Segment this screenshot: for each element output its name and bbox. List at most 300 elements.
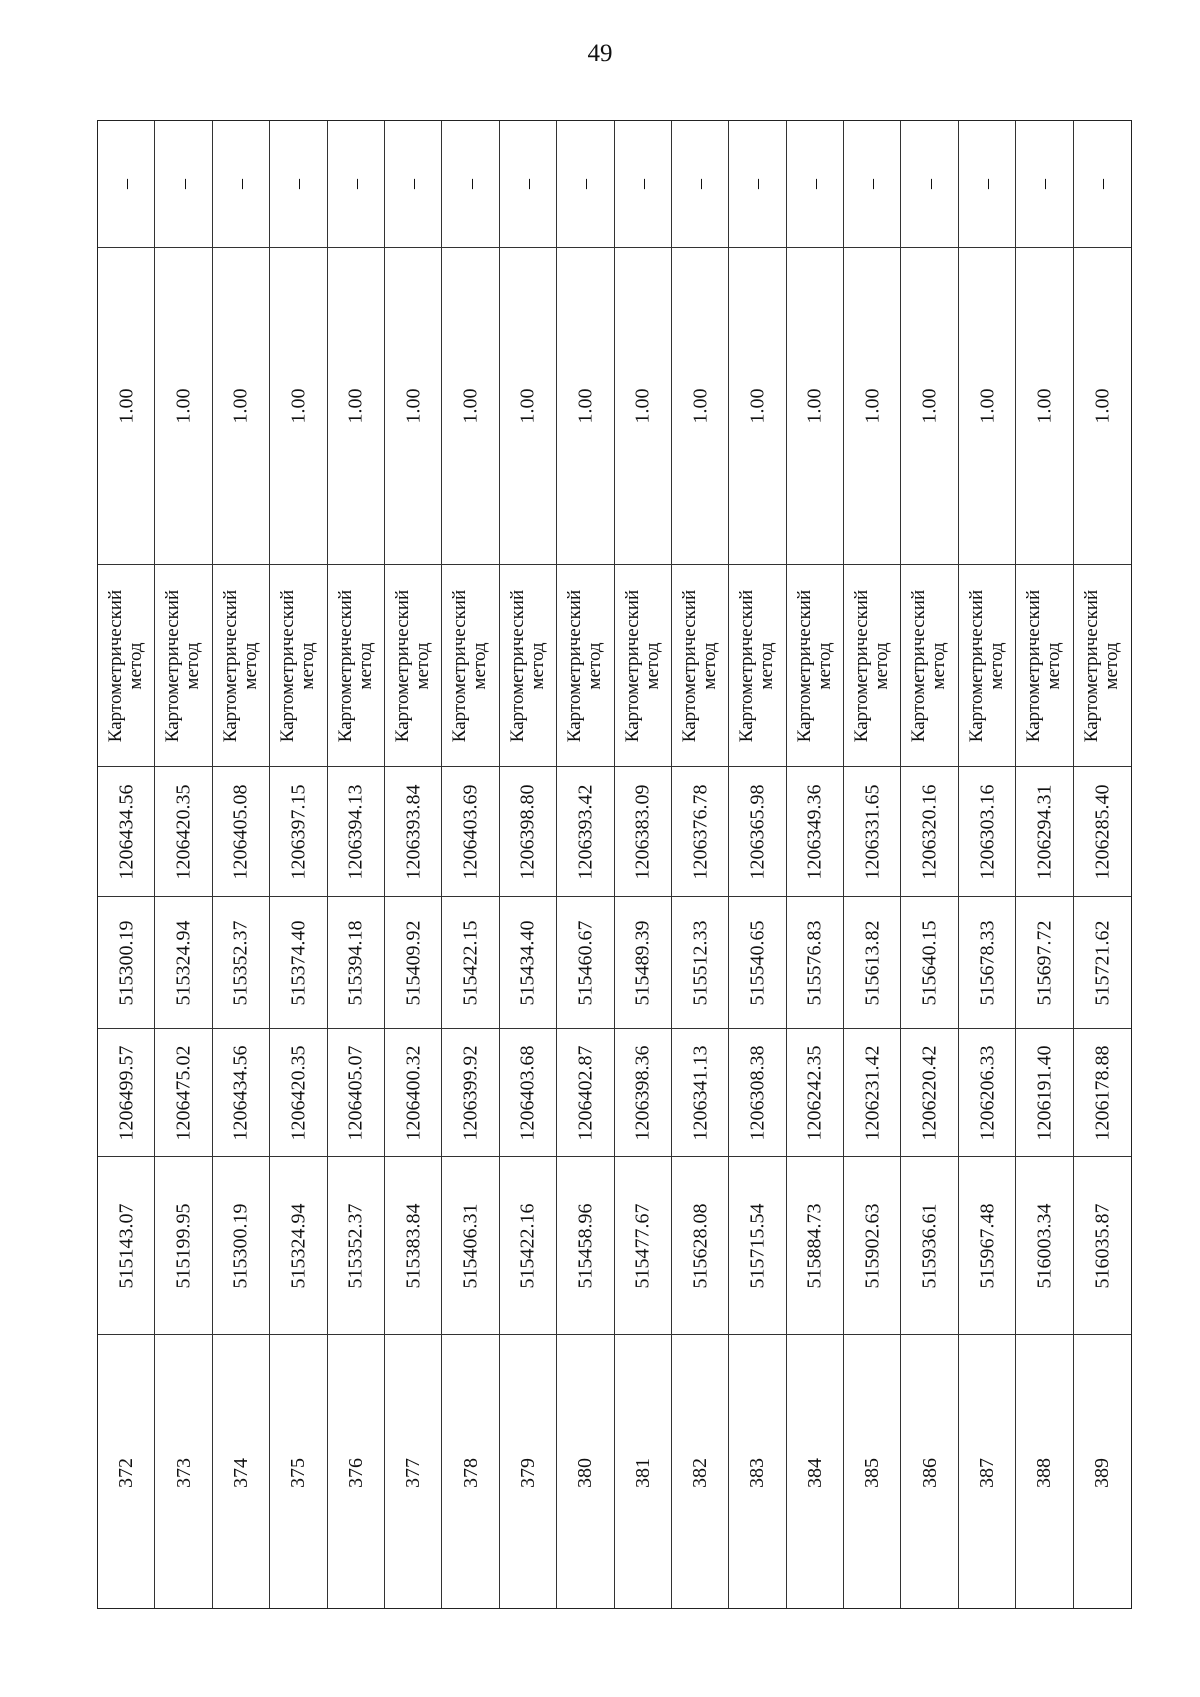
point-number-text: 385 [861,1457,884,1488]
point-number-cell [155,1334,211,1610]
note-cell [500,121,556,247]
y-coordinate-1-text: 1206242.35 [803,1045,826,1140]
x-coordinate-2-text: 515512.33 [689,920,712,1005]
point-number-cell [959,1334,1015,1610]
y-coordinate-1-cell [98,1028,154,1156]
note-cell [557,121,613,247]
accuracy-cell [98,247,154,564]
y-coordinate-1-cell [901,1028,957,1156]
x-coordinate-1-cell [729,1156,785,1334]
y-coordinate-2-cell [844,766,900,896]
note-text: – [918,179,941,189]
note-text: – [861,179,884,189]
point-number-text: 378 [459,1457,482,1488]
note-text: – [402,179,425,189]
y-coordinate-2-cell [672,766,728,896]
x-coordinate-2-cell [787,896,843,1028]
x-coordinate-2-cell [500,896,556,1028]
y-coordinate-2-cell [270,766,326,896]
x-coordinate-2-text: 515300.19 [115,920,138,1005]
method-line-1: Картометрический [621,589,643,742]
x-coordinate-1-text: 515628.08 [689,1203,712,1288]
method-text [393,589,433,741]
method-line-1: Картометрический [736,589,758,742]
x-coordinate-2-cell [385,896,441,1028]
y-coordinate-2-text: 1206393.42 [574,784,597,879]
method-cell [901,564,957,766]
method-cell [557,564,613,766]
accuracy-text: 1.00 [861,388,884,424]
x-coordinate-1-cell [959,1156,1015,1334]
method-line-2: метод [182,641,204,690]
method-cell [442,564,498,766]
y-coordinate-1-cell [557,1028,613,1156]
x-coordinate-1-cell [557,1156,613,1334]
method-line-2: метод [412,641,434,690]
accuracy-text: 1.00 [803,388,826,424]
x-coordinate-2-cell [901,896,957,1028]
method-line-2: метод [928,641,950,690]
note-cell [442,121,498,247]
x-coordinate-2-cell [729,896,785,1028]
accuracy-text: 1.00 [631,388,654,424]
y-coordinate-1-text: 1206402.87 [574,1045,597,1140]
y-coordinate-1-cell [385,1028,441,1156]
y-coordinate-2-text: 1206349.36 [803,784,826,879]
method-line-2: метод [239,641,261,690]
x-coordinate-1-text: 515352.37 [344,1203,367,1288]
y-coordinate-2-text: 1206376.78 [689,784,712,879]
method-text [508,589,548,741]
x-coordinate-2-text: 515640.15 [918,920,941,1005]
accuracy-cell [270,247,326,564]
method-line-2: метод [469,641,491,690]
method-text [680,589,720,741]
y-coordinate-2-cell [901,766,957,896]
accuracy-text: 1.00 [516,388,539,424]
y-coordinate-1-text: 1206405.07 [344,1045,367,1140]
y-coordinate-1-cell [328,1028,384,1156]
point-number-cell [328,1334,384,1610]
point-number-cell [270,1334,326,1610]
note-cell [844,121,900,247]
point-number-cell [615,1334,671,1610]
y-coordinate-1-cell [442,1028,498,1156]
x-coordinate-2-text: 515409.92 [402,920,425,1005]
x-coordinate-1-text: 515884.73 [803,1203,826,1288]
method-line-2: метод [297,641,319,690]
table-row [1016,121,1073,1608]
accuracy-text: 1.00 [229,388,252,424]
point-number-text: 387 [976,1457,999,1488]
method-text [967,589,1007,741]
method-text [565,589,605,741]
y-coordinate-1-cell [959,1028,1015,1156]
method-text [221,589,261,741]
point-number-cell [98,1334,154,1610]
note-text: – [746,179,769,189]
point-number-cell [844,1334,900,1610]
table-row [213,121,270,1608]
point-number-text: 380 [574,1457,597,1488]
method-line-2: метод [584,641,606,690]
method-line-2: метод [756,641,778,690]
x-coordinate-2-cell [557,896,613,1028]
y-coordinate-2-text: 1206303.16 [976,784,999,879]
y-coordinate-1-cell [155,1028,211,1156]
y-coordinate-1-text: 1206399.92 [459,1045,482,1140]
method-cell [328,564,384,766]
x-coordinate-2-text: 515434.40 [516,920,539,1005]
x-coordinate-1-text: 515458.96 [574,1203,597,1288]
x-coordinate-1-text: 515967.48 [976,1203,999,1288]
method-cell [1016,564,1072,766]
y-coordinate-2-text: 1206398.80 [516,784,539,879]
note-cell [213,121,269,247]
x-coordinate-2-text: 515324.94 [172,920,195,1005]
x-coordinate-1-text: 515902.63 [861,1203,884,1288]
method-text [910,589,950,741]
note-cell [787,121,843,247]
point-number-cell [729,1334,785,1610]
note-cell [270,121,326,247]
x-coordinate-1-cell [442,1156,498,1334]
accuracy-cell [959,247,1015,564]
y-coordinate-1-cell [844,1028,900,1156]
x-coordinate-1-cell [901,1156,957,1334]
x-coordinate-2-text: 515352.37 [229,920,252,1005]
method-text [852,589,892,741]
x-coordinate-1-cell [1016,1156,1072,1334]
y-coordinate-2-text: 1206365.98 [746,784,769,879]
method-cell [672,564,728,766]
y-coordinate-2-cell [385,766,441,896]
method-line-1: Картометрический [277,589,299,742]
method-text [623,589,663,741]
x-coordinate-1-text: 515936.61 [918,1203,941,1288]
method-line-1: Картометрический [793,589,815,742]
note-text: – [803,179,826,189]
method-line-1: Картометрический [966,589,988,742]
point-number-cell [442,1334,498,1610]
y-coordinate-2-cell [442,766,498,896]
point-number-text: 374 [229,1457,252,1488]
note-cell [959,121,1015,247]
note-cell [1016,121,1072,247]
y-coordinate-1-text: 1206420.35 [287,1045,310,1140]
table-row [557,121,614,1608]
accuracy-text: 1.00 [402,388,425,424]
x-coordinate-1-cell [385,1156,441,1334]
method-line-2: метод [526,641,548,690]
x-coordinate-2-cell [1074,896,1131,1028]
method-line-1: Картометрический [908,589,930,742]
y-coordinate-2-text: 1206403.69 [459,784,482,879]
accuracy-text: 1.00 [689,388,712,424]
y-coordinate-1-cell [729,1028,785,1156]
table-row [787,121,844,1608]
x-coordinate-1-cell [1074,1156,1131,1334]
accuracy-cell [787,247,843,564]
y-coordinate-1-text: 1206178.88 [1091,1045,1114,1140]
method-text [106,589,146,741]
accuracy-cell [385,247,441,564]
accuracy-text: 1.00 [344,388,367,424]
y-coordinate-2-text: 1206320.16 [918,784,941,879]
table-row [901,121,958,1608]
x-coordinate-2-text: 515678.33 [976,920,999,1005]
note-cell [1074,121,1131,247]
x-coordinate-1-cell [672,1156,728,1334]
x-coordinate-2-cell [270,896,326,1028]
method-line-1: Картометрический [219,589,241,742]
x-coordinate-1-text: 515477.67 [631,1203,654,1288]
table-row [729,121,786,1608]
method-line-1: Картометрический [105,589,127,742]
note-text: – [172,179,195,189]
accuracy-cell [155,247,211,564]
method-text [1024,589,1064,741]
y-coordinate-2-cell [155,766,211,896]
y-coordinate-1-cell [787,1028,843,1156]
x-coordinate-1-text: 515383.84 [402,1203,425,1288]
y-coordinate-1-text: 1206308.38 [746,1045,769,1140]
accuracy-text: 1.00 [1091,388,1114,424]
method-cell [385,564,441,766]
note-text: – [631,179,654,189]
y-coordinate-2-cell [615,766,671,896]
point-number-cell [500,1334,556,1610]
method-cell [270,564,326,766]
note-text: – [574,179,597,189]
method-cell [615,564,671,766]
point-number-text: 375 [287,1457,310,1488]
x-coordinate-1-text: 515143.07 [115,1203,138,1288]
x-coordinate-1-cell [155,1156,211,1334]
accuracy-cell [1016,247,1072,564]
y-coordinate-1-cell [1074,1028,1131,1156]
accuracy-cell [672,247,728,564]
method-cell [729,564,785,766]
method-line-1: Картометрический [334,589,356,742]
method-line-1: Картометрический [851,589,873,742]
y-coordinate-1-cell [615,1028,671,1156]
point-number-cell [787,1334,843,1610]
method-cell [787,564,843,766]
y-coordinate-1-text: 1206206.33 [976,1045,999,1140]
table-row [270,121,327,1608]
y-coordinate-2-cell [500,766,556,896]
x-coordinate-2-cell [442,896,498,1028]
y-coordinate-2-cell [328,766,384,896]
y-coordinate-1-text: 1206475.02 [172,1045,195,1140]
y-coordinate-1-text: 1206400.32 [402,1045,425,1140]
accuracy-text: 1.00 [459,388,482,424]
table-row [615,121,672,1608]
x-coordinate-1-cell [270,1156,326,1334]
note-text: – [459,179,482,189]
method-line-2: метод [1043,641,1065,690]
x-coordinate-2-cell [959,896,1015,1028]
accuracy-text: 1.00 [574,388,597,424]
accuracy-cell [901,247,957,564]
accuracy-cell [615,247,671,564]
accuracy-cell [213,247,269,564]
x-coordinate-2-text: 515613.82 [861,920,884,1005]
point-number-text: 388 [1033,1457,1056,1488]
method-line-2: метод [125,641,147,690]
y-coordinate-1-cell [672,1028,728,1156]
x-coordinate-2-text: 515540.65 [746,920,769,1005]
y-coordinate-1-cell [270,1028,326,1156]
accuracy-text: 1.00 [1033,388,1056,424]
x-coordinate-2-text: 515697.72 [1033,920,1056,1005]
x-coordinate-1-cell [213,1156,269,1334]
method-line-1: Картометрический [392,589,414,742]
point-number-text: 372 [115,1457,138,1488]
method-line-1: Картометрический [1023,589,1045,742]
table-row [385,121,442,1608]
method-line-2: метод [813,641,835,690]
note-text: – [344,179,367,189]
accuracy-text: 1.00 [115,388,138,424]
note-cell [98,121,154,247]
y-coordinate-1-cell [500,1028,556,1156]
point-number-text: 386 [918,1457,941,1488]
method-line-1: Картометрический [449,589,471,742]
accuracy-text: 1.00 [918,388,941,424]
note-cell [615,121,671,247]
x-coordinate-1-text: 515199.95 [172,1203,195,1288]
method-cell [155,564,211,766]
x-coordinate-2-cell [328,896,384,1028]
note-text: – [976,179,999,189]
accuracy-text: 1.00 [287,388,310,424]
x-coordinate-1-text: 515324.94 [287,1203,310,1288]
y-coordinate-2-text: 1206394.13 [344,784,367,879]
y-coordinate-1-text: 1206231.42 [861,1045,884,1140]
note-text: – [689,179,712,189]
y-coordinate-1-text: 1206398.36 [631,1045,654,1140]
point-number-cell [1016,1334,1072,1610]
method-cell [500,564,556,766]
accuracy-cell [500,247,556,564]
method-line-2: метод [699,641,721,690]
method-text [737,589,777,741]
x-coordinate-1-cell [787,1156,843,1334]
table-row [98,121,155,1608]
method-line-2: метод [1101,641,1123,690]
x-coordinate-2-cell [844,896,900,1028]
method-line-1: Картометрический [564,589,586,742]
y-coordinate-1-text: 1206434.56 [229,1045,252,1140]
y-coordinate-2-text: 1206331.65 [861,784,884,879]
method-text [164,589,204,741]
method-cell [1074,564,1131,766]
method-cell [98,564,154,766]
y-coordinate-2-text: 1206434.56 [115,784,138,879]
note-cell [901,121,957,247]
note-text: – [1033,179,1056,189]
y-coordinate-2-cell [213,766,269,896]
x-coordinate-1-cell [615,1156,671,1334]
x-coordinate-1-cell [500,1156,556,1334]
x-coordinate-1-cell [98,1156,154,1334]
point-number-cell [557,1334,613,1610]
y-coordinate-2-cell [959,766,1015,896]
point-number-text: 382 [689,1457,712,1488]
method-line-2: метод [641,641,663,690]
table-row [328,121,385,1608]
accuracy-text: 1.00 [172,388,195,424]
point-number-text: 376 [344,1457,367,1488]
x-coordinate-2-cell [213,896,269,1028]
x-coordinate-2-text: 515374.40 [287,920,310,1005]
y-coordinate-1-text: 1206191.40 [1033,1045,1056,1140]
y-coordinate-1-text: 1206403.68 [516,1045,539,1140]
note-cell [729,121,785,247]
method-line-2: метод [986,641,1008,690]
point-number-cell [1074,1334,1131,1610]
x-coordinate-2-text: 515721.62 [1091,920,1114,1005]
x-coordinate-1-text: 515300.19 [229,1203,252,1288]
note-text: – [115,179,138,189]
method-cell [213,564,269,766]
accuracy-cell [844,247,900,564]
method-line-1: Картометрический [506,589,528,742]
y-coordinate-1-text: 1206220.42 [918,1045,941,1140]
point-number-cell [385,1334,441,1610]
note-cell [155,121,211,247]
x-coordinate-2-text: 515576.83 [803,920,826,1005]
point-number-cell [901,1334,957,1610]
table-row [155,121,212,1608]
note-cell [385,121,441,247]
x-coordinate-1-text: 516003.34 [1033,1203,1056,1288]
table-row [672,121,729,1608]
y-coordinate-1-text: 1206341.13 [689,1045,712,1140]
method-text [278,589,318,741]
x-coordinate-2-cell [98,896,154,1028]
method-line-1: Картометрический [1081,589,1103,742]
method-line-1: Картометрический [162,589,184,742]
note-cell [328,121,384,247]
point-number-text: 379 [516,1457,539,1488]
point-number-cell [213,1334,269,1610]
accuracy-text: 1.00 [976,388,999,424]
y-coordinate-2-cell [98,766,154,896]
y-coordinate-2-text: 1206393.84 [402,784,425,879]
x-coordinate-1-cell [844,1156,900,1334]
table-row [442,121,499,1608]
x-coordinate-2-cell [615,896,671,1028]
accuracy-cell [557,247,613,564]
accuracy-text: 1.00 [746,388,769,424]
x-coordinate-2-cell [155,896,211,1028]
point-number-text: 377 [402,1457,425,1488]
y-coordinate-2-cell [1074,766,1131,896]
method-text [1082,589,1122,741]
point-number-text: 384 [803,1457,826,1488]
point-number-cell [672,1334,728,1610]
x-coordinate-1-text: 515422.16 [516,1203,539,1288]
method-line-1: Картометрический [679,589,701,742]
page-number: 49 [587,40,613,67]
method-text [336,589,376,741]
point-number-text: 373 [172,1457,195,1488]
y-coordinate-2-text: 1206285.40 [1091,784,1114,879]
note-cell [672,121,728,247]
